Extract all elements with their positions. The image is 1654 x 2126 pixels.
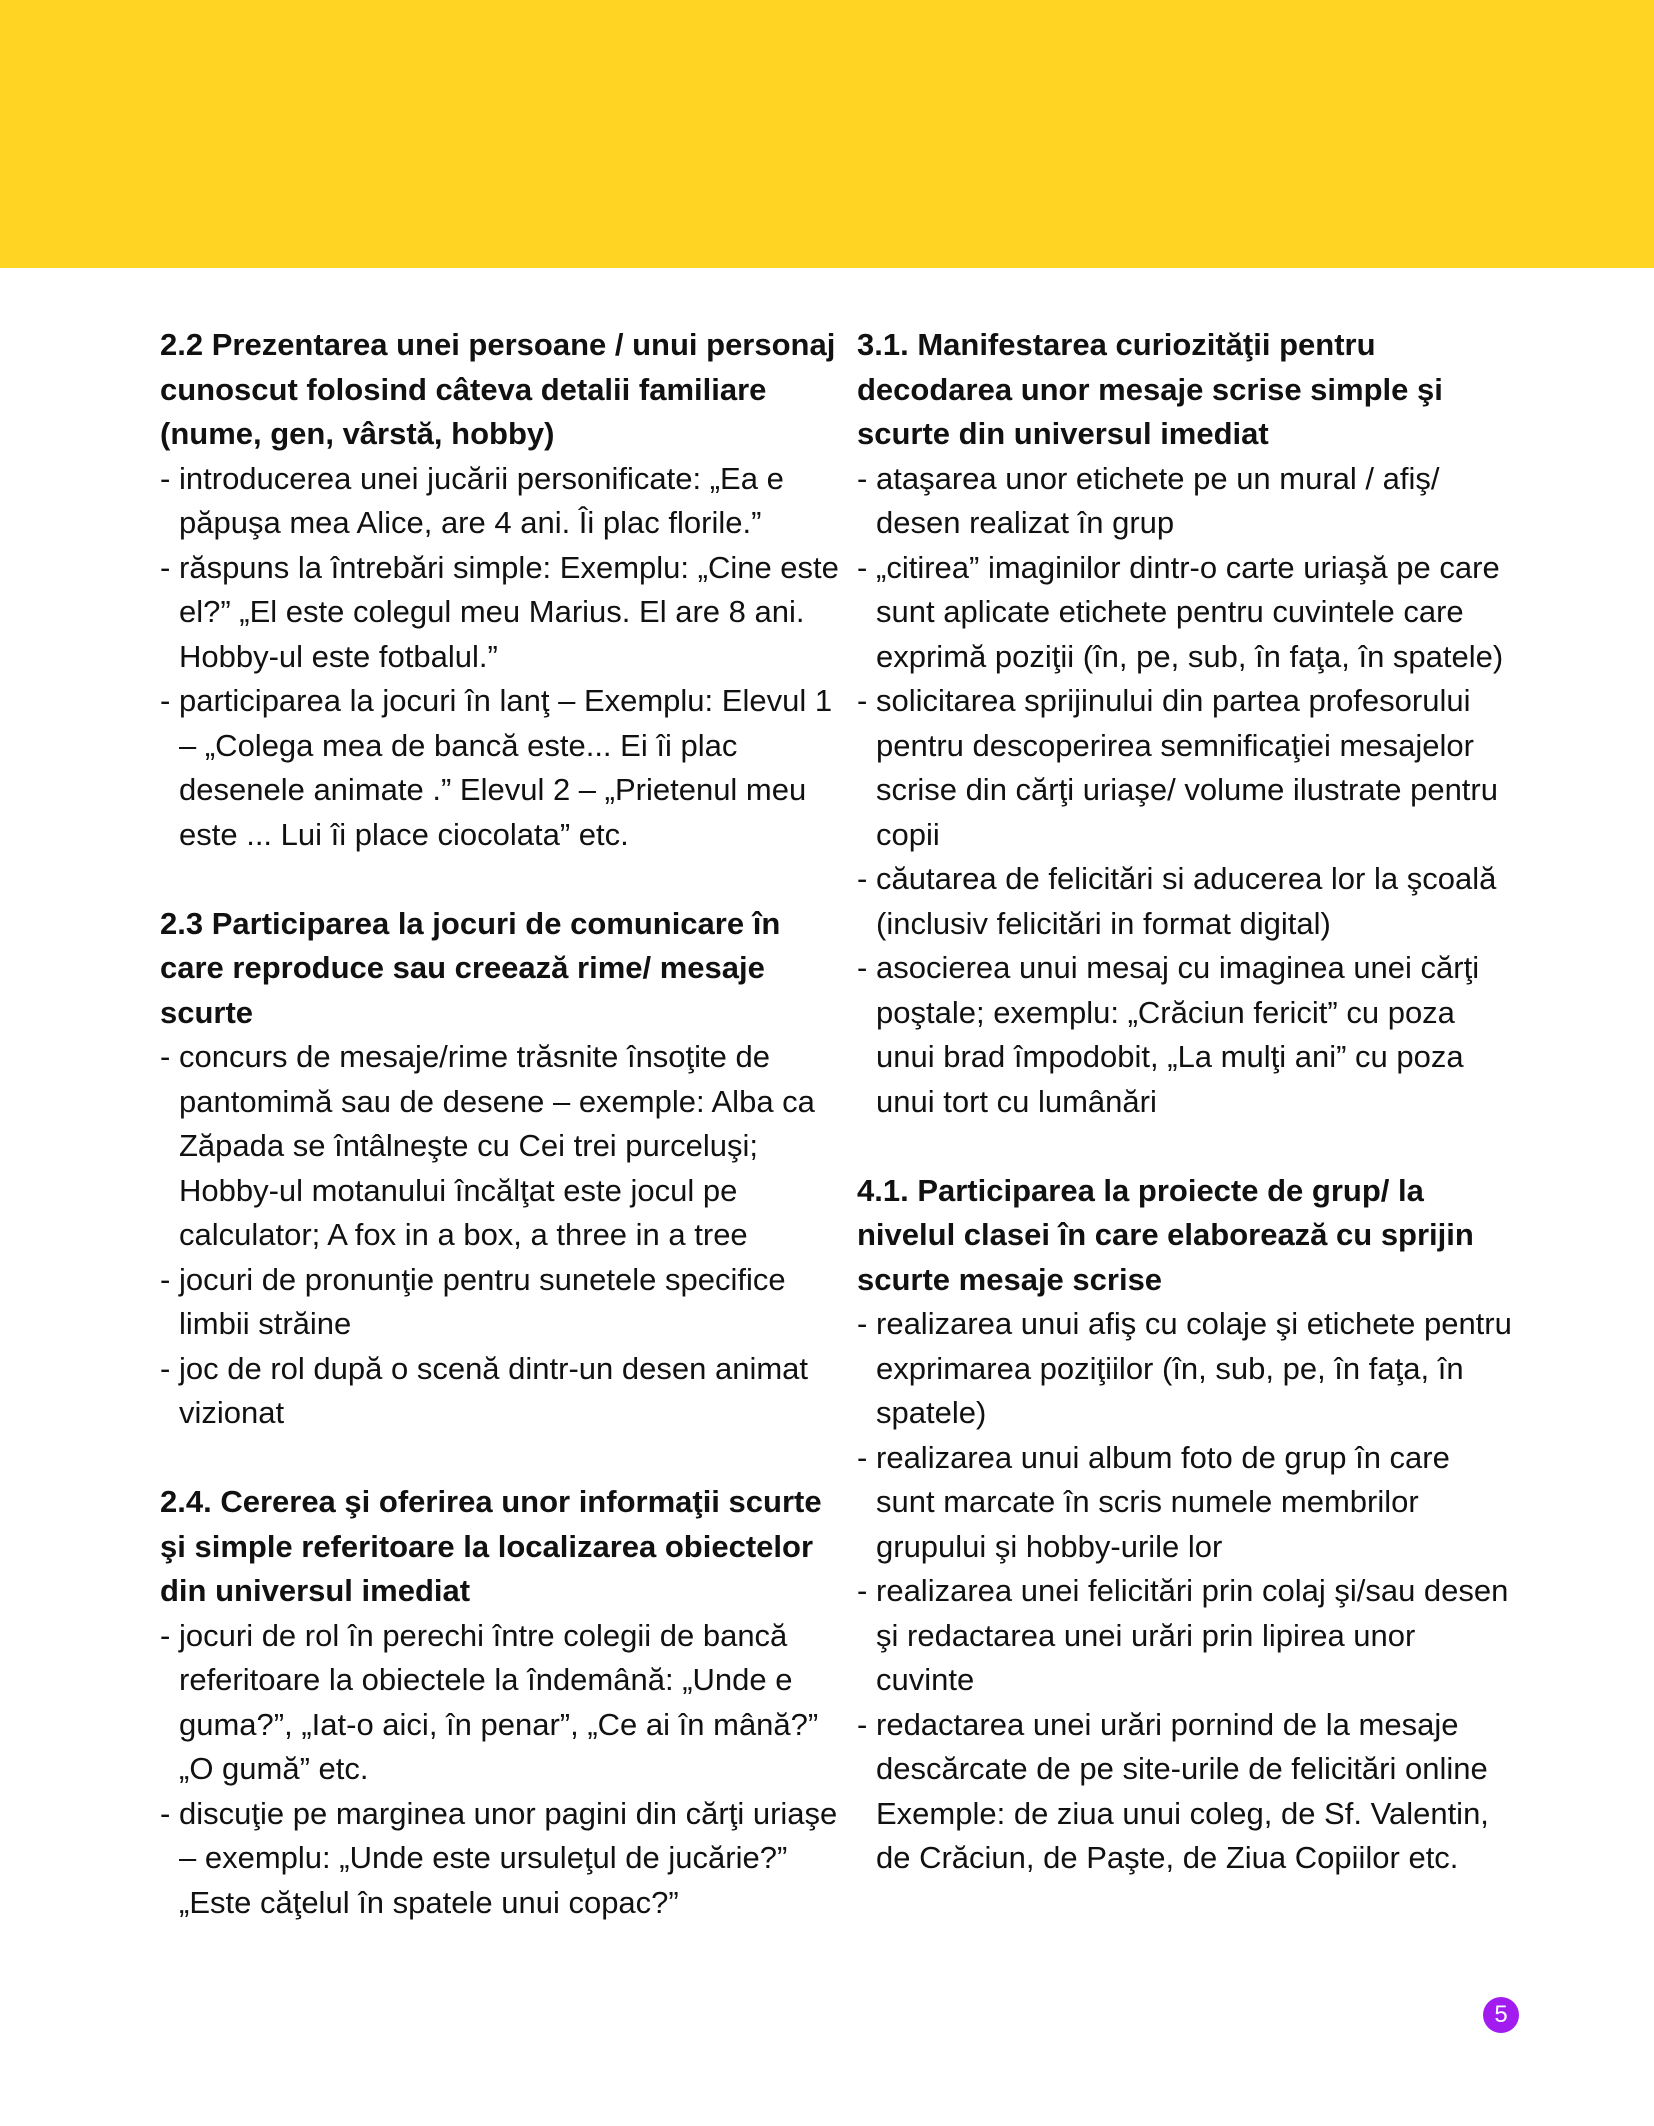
section-heading: 4.1. Participarea la proiecte de grup/ la nivelul clasei în care elaborează cu sprijin scurte mesaje scrise	[857, 1172, 1474, 1297]
list-item: - realizarea unui afiş cu colaje şi etichete pentru exprimarea poziţiilor (în, sub, pe, în faţa, în spatele)	[857, 1302, 1517, 1436]
section-2-2	[160, 323, 840, 857]
activity-list	[857, 457, 1517, 1125]
list-item: - redactarea unei urări pornind de la mesaje descărcate de pe site-urile de felicitări online Exemple: de ziua unui coleg, de Sf. Valentin, de Crăciun, de Paşte, de Ziua Copiilor etc.	[857, 1703, 1517, 1881]
right-column	[857, 323, 1517, 1881]
list-item: - ataşarea unor etichete pe un mural / afiş/ desen realizat în grup	[857, 457, 1517, 546]
header-band	[0, 0, 1654, 268]
list-item: - discuţie pe marginea unor pagini din cărţi uriaşe – exemplu: „Unde este ursuleţul de jucărie?” „Este căţelul în spatele unui copac?”	[160, 1792, 840, 1926]
list-item: - introducerea unei jucării personificate: „Ea e păpuşa mea Alice, are 4 ani. Îi plac florile.”	[160, 457, 840, 546]
activity-list	[160, 457, 840, 858]
list-item: - joc de rol după o scenă dintr-un desen animat vizionat	[160, 1347, 840, 1436]
list-item: - realizarea unei felicitări prin colaj şi/sau desen şi redactarea unei urări prin lipirea unor cuvinte	[857, 1569, 1517, 1703]
list-item: - realizarea unui album foto de grup în care sunt marcate în scris numele membrilor grupului şi hobby-urile lor	[857, 1436, 1517, 1570]
page-number-badge: 5	[1483, 1997, 1519, 2033]
list-item: - participarea la jocuri în lanţ – Exemplu: Elevul 1 – „Colega mea de bancă este... Ei îi plac desenele animate .” Elevul 2 – „Prietenul meu este ... Lui îi place ciocolata” etc.	[160, 679, 840, 857]
list-item: - jocuri de rol în perechi între colegii de bancă referitoare la obiectele la îndemână: „Unde e guma?”, „Iat-o aici, în penar”, „Ce ai în mână?” „O gumă” etc.	[160, 1614, 840, 1792]
list-item: - „citirea” imaginilor dintr-o carte uriaşă pe care sunt aplicate etichete pentru cuvintele care exprimă poziţii (în, pe, sub, în faţa, în spatele)	[857, 546, 1517, 680]
section-heading: 2.4. Cererea şi oferirea unor informaţii scurte şi simple referitoare la localizarea obiectelor din universul imediat	[160, 1484, 822, 1608]
section-3-1	[857, 323, 1517, 1124]
section-heading: 2.3 Participarea la jocuri de comunicare în care reproduce sau creează rime/ mesaje scurte	[160, 905, 781, 1030]
list-item: - solicitarea sprijinului din partea profesorului pentru descoperirea semnificaţiei mesajelor scrise din cărţi uriaşe/ volume ilustrate pentru copii	[857, 679, 1517, 857]
list-item: - concurs de mesaje/rime trăsnite însoţite de pantomimă sau de desene – exemple: Alba ca Zăpada se întâlneşte cu Cei trei purceluşi; Hobby-ul motanului încălţat este jocul pe calculator; A fox in a box, a three in a tree	[160, 1035, 840, 1258]
section-2-4	[160, 1480, 840, 1925]
section-heading: 2.2 Prezentarea unei persoane / unui personaj cunoscut folosind câteva detalii familiare (nume, gen, vârstă, hobby)	[160, 327, 836, 451]
activity-list	[160, 1035, 840, 1436]
activity-list	[857, 1302, 1517, 1881]
list-item: - răspuns la întrebări simple: Exemplu: „Cine este el?” „El este colegul meu Marius. El are 8 ani. Hobby-ul este fotbalul.”	[160, 546, 840, 680]
section-2-3	[160, 902, 840, 1436]
left-column	[160, 323, 840, 1925]
activity-list	[160, 1614, 840, 1926]
list-item: - jocuri de pronunţie pentru sunetele specifice limbii străine	[160, 1258, 840, 1347]
section-4-1	[857, 1169, 1517, 1881]
list-item: - căutarea de felicitări si aducerea lor la şcoală (inclusiv felicitări in format digital)	[857, 857, 1517, 946]
section-heading: 3.1. Manifestarea curiozităţii pentru decodarea unor mesaje scrise simple şi scurte din universul imediat	[857, 327, 1443, 451]
list-item: - asocierea unui mesaj cu imaginea unei cărţi poştale; exemplu: „Crăciun fericit” cu poza unui brad împodobit, „La mulţi ani” cu poza unui tort cu lumânări	[857, 946, 1517, 1124]
